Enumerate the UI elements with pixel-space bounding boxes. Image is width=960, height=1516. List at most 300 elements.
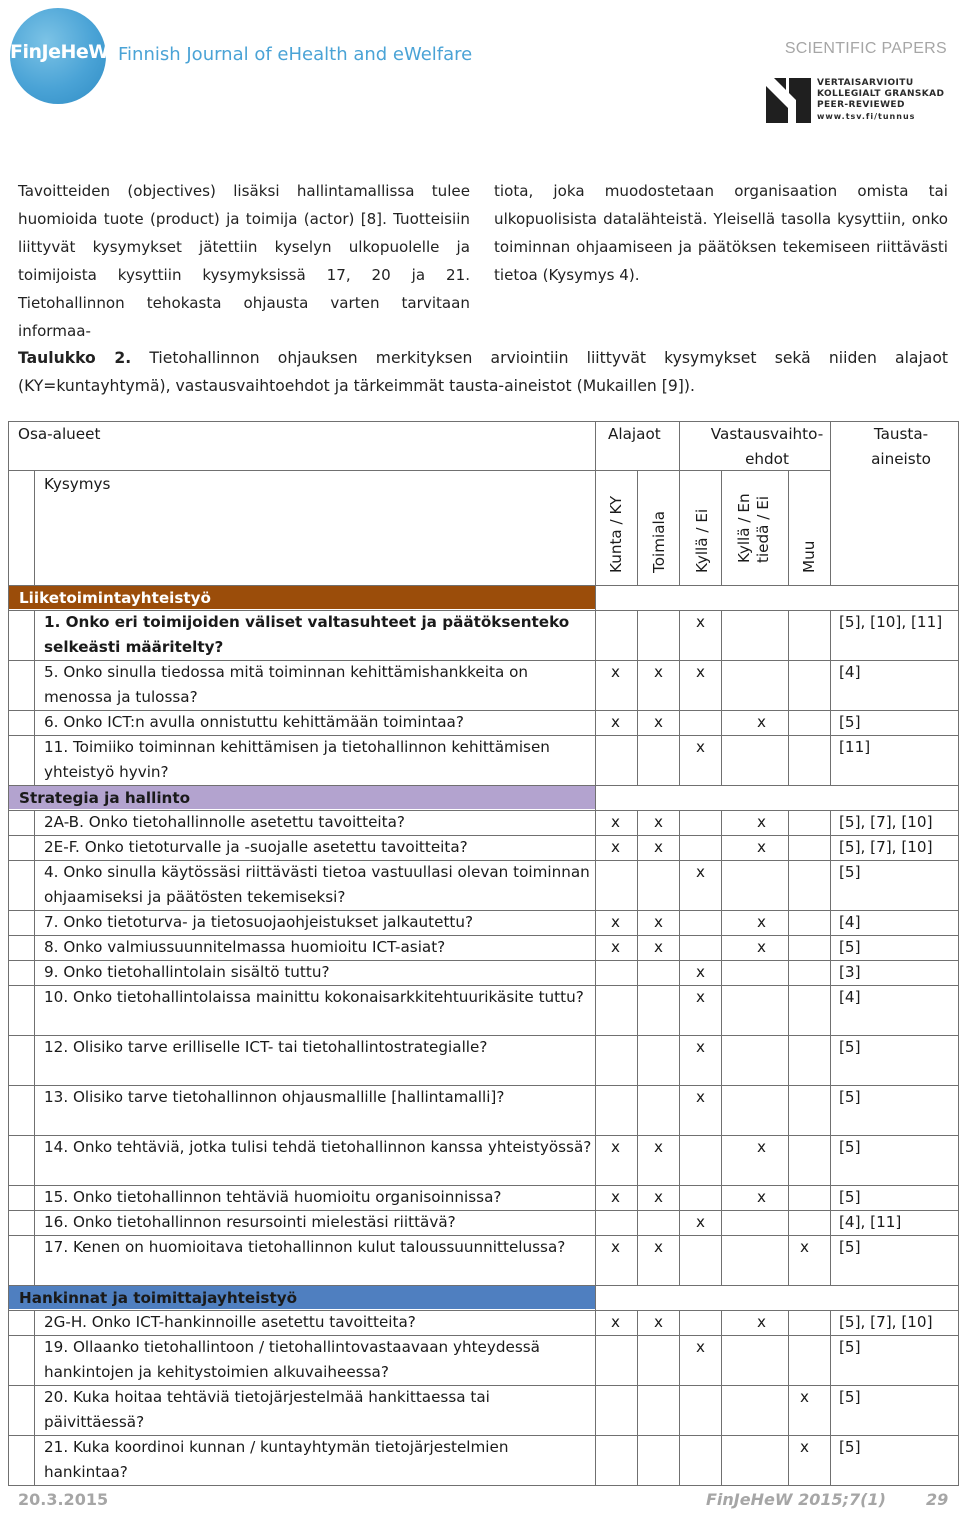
table-rule (721, 860, 722, 910)
reference-text: [5] (839, 1388, 861, 1406)
answer-mark: x (696, 963, 705, 981)
table-rule (34, 1085, 35, 1135)
caption-label: Taulukko 2. (18, 349, 132, 367)
peer-line-2: KOLLEGIALT GRANSKAD (817, 89, 945, 99)
question-text: 8. Onko valmiussuunnitelmassa huomioitu ICT-asiat? (44, 938, 446, 956)
reference-text: [11] (839, 738, 871, 756)
table-rule (788, 1435, 789, 1485)
table-rule (595, 421, 596, 585)
header-vastausvaihtoehdot: Vastausvaihto- ehdot (710, 425, 824, 468)
question-text: 2G-H. Onko ICT-hankinnoille asetettu tavoitteita? (44, 1313, 416, 1331)
table-rule (958, 810, 959, 835)
header-toimiala: Toimiala (650, 510, 668, 573)
reference-text: [5] (839, 713, 861, 731)
question-text: 16. Onko tietohallinnon resursointi mielestäsi riittävä? (44, 1213, 456, 1231)
table-rule (788, 960, 789, 985)
answer-mark: x (757, 913, 766, 931)
table-rule (679, 935, 680, 960)
table-rule (830, 1035, 831, 1085)
table-rule (595, 710, 596, 735)
table-rule (958, 1210, 959, 1235)
table-rule (679, 835, 680, 860)
header-muu: Muu (800, 540, 818, 573)
table-rule (34, 1435, 35, 1485)
table-rule (788, 860, 789, 910)
table-rule (8, 985, 9, 1035)
answer-mark: x (611, 1238, 620, 1256)
header-kylla-en-line: Kyllä / En (735, 493, 753, 563)
table-rule (788, 1085, 789, 1135)
table-rule (637, 910, 638, 935)
table-rule (8, 1485, 959, 1486)
reference-text: [5] (839, 1188, 861, 1206)
answer-mark: x (611, 938, 620, 956)
table-rule (679, 960, 680, 985)
table-rule (721, 910, 722, 935)
table-rule (595, 1285, 596, 1310)
table-rule (595, 735, 596, 785)
table-rule (8, 935, 9, 960)
table-rule (679, 1035, 680, 1085)
table-rule (8, 785, 958, 786)
header-kunta-ky: Kunta / KY (607, 495, 625, 573)
table-rule (721, 1085, 722, 1135)
answer-mark: x (757, 838, 766, 856)
table-rule (8, 1435, 9, 1485)
table-rule (595, 835, 596, 860)
answer-mark: x (654, 1238, 663, 1256)
table-rule (679, 1335, 680, 1385)
table-rule (637, 835, 638, 860)
table-rule (830, 1335, 831, 1385)
table-rule (721, 470, 722, 585)
question-text: 11. Toimiiko toiminnan kehittämisen ja tietohallinnon kehittämisen yhteistyö hyvin? (44, 738, 550, 781)
question-text: 17. Kenen on huomioitava tietohallinnon kulut taloussuunnittelussa? (44, 1238, 566, 1256)
reference-text: [5] (839, 1338, 861, 1356)
table-rule (595, 1335, 596, 1385)
reference-text: [4], [11] (839, 1213, 902, 1231)
table-rule (958, 735, 959, 785)
table-rule (788, 835, 789, 860)
table-rule (8, 1335, 9, 1385)
table-rule (595, 785, 596, 810)
table-rule (637, 470, 638, 585)
reference-text: [5] (839, 1138, 861, 1156)
table-rule (721, 960, 722, 985)
table-rule (8, 1385, 9, 1435)
table-rule (595, 935, 596, 960)
answer-mark: x (757, 1313, 766, 1331)
table-rule (958, 985, 959, 1035)
question-text: 7. Onko tietoturva- ja tietosuojaohjeistukset jalkautettu? (44, 913, 474, 931)
answer-mark: x (800, 1438, 809, 1456)
table-rule (958, 960, 959, 985)
table-rule (830, 985, 831, 1035)
table-rule (8, 1035, 9, 1085)
section-title: Liiketoimintayhteistyö (19, 589, 211, 607)
answer-mark: x (757, 938, 766, 956)
table-rule (8, 585, 958, 586)
table-rule (721, 735, 722, 785)
table-rule (830, 935, 831, 960)
table-rule (788, 1335, 789, 1385)
table-rule (721, 1210, 722, 1235)
logo-text: FinJeHeW (10, 41, 109, 63)
table-rule (958, 585, 959, 610)
table-rule (958, 1285, 959, 1310)
table-rule (788, 1310, 789, 1335)
reference-text: [5] (839, 1038, 861, 1056)
answer-mark: x (654, 813, 663, 831)
table-rule (721, 1135, 722, 1185)
table-rule (679, 1385, 680, 1435)
table-rule (595, 1385, 596, 1435)
table-rule (958, 1435, 959, 1485)
table-rule (637, 710, 638, 735)
answer-mark: x (611, 838, 620, 856)
table-rule (8, 1285, 958, 1286)
table-rule (595, 1035, 596, 1085)
answer-mark: x (696, 1213, 705, 1231)
table-rule (830, 710, 831, 735)
questions-table (8, 421, 958, 1481)
table-rule (34, 1135, 35, 1185)
table-rule (34, 1185, 35, 1210)
table-rule (595, 860, 596, 910)
table-rule (595, 1185, 596, 1210)
table-rule (8, 421, 958, 422)
table-rule (721, 1435, 722, 1485)
table-rule (595, 1085, 596, 1135)
answer-mark: x (654, 913, 663, 931)
header-osa-alueet: Osa-alueet (18, 425, 101, 443)
table-rule (788, 660, 789, 710)
answer-mark: x (654, 1313, 663, 1331)
journal-logo (10, 8, 109, 104)
table-rule (34, 1385, 35, 1435)
section-label: SCIENTIFIC PAPERS (784, 40, 947, 57)
footer-citation: FinJeHeW 2015;7(1) (706, 1490, 886, 1509)
table-rule (34, 935, 35, 960)
table-rule (679, 1210, 680, 1235)
table-rule (788, 735, 789, 785)
table-rule (8, 960, 9, 985)
table-rule (830, 1210, 831, 1235)
table-rule (679, 1135, 680, 1185)
answer-mark: x (611, 1313, 620, 1331)
section-title: Hankinnat ja toimittajayhteistyö (19, 1289, 298, 1307)
answer-mark: x (696, 1088, 705, 1106)
table-rule (679, 810, 680, 835)
header-tausta-aineisto: Tausta- aineisto (871, 425, 931, 468)
answer-mark: x (757, 1188, 766, 1206)
footer-page-number: 29 (926, 1490, 949, 1509)
table-rule (721, 660, 722, 710)
table-rule (595, 1135, 596, 1185)
table-rule (637, 1185, 638, 1210)
table-rule (637, 1385, 638, 1435)
question-text: 19. Ollaanko tietohallintoon / tietohallintovastaavaan yhteydessä hankintojen ja kehitystoimien alkuvaiheessa? (44, 1338, 540, 1381)
answer-mark: x (757, 1138, 766, 1156)
table-rule (958, 1135, 959, 1185)
table-rule (8, 1210, 9, 1235)
table-rule (958, 935, 959, 960)
question-text: 9. Onko tietohallintolain sisältö tuttu? (44, 963, 330, 981)
table-rule (788, 710, 789, 735)
question-text: 2A-B. Onko tietohallinnolle asetettu tavoitteita? (44, 813, 405, 831)
answer-mark: x (611, 813, 620, 831)
question-text: 14. Onko tehtäviä, jotka tulisi tehdä tietohallinnon kanssa yhteistyössä? (44, 1138, 592, 1156)
reference-text: [5], [7], [10] (839, 838, 933, 856)
table-rule (679, 1435, 680, 1485)
table-rule (958, 421, 959, 585)
table-rule (721, 1385, 722, 1435)
table-rule (958, 835, 959, 860)
table-rule (34, 735, 35, 785)
table-rule (34, 610, 35, 660)
table-rule (637, 810, 638, 835)
table-rule (8, 1085, 9, 1135)
header-kysymys: Kysymys (44, 475, 111, 493)
table-rule (34, 1310, 35, 1335)
question-text: 21. Kuka koordinoi kunnan / kuntayhtymän tietojärjestelmien hankintaa? (44, 1438, 509, 1481)
reference-text: [3] (839, 963, 861, 981)
table-rule (830, 421, 831, 585)
table-rule (637, 960, 638, 985)
table-rule (788, 935, 789, 960)
peer-line-3: PEER-REVIEWED (817, 100, 905, 110)
question-text: 1. Onko eri toimijoiden väliset valtasuhteet ja päätöksenteko selkeästi määritelty? (44, 613, 570, 656)
table-rule (679, 910, 680, 935)
table-rule (679, 660, 680, 710)
section-band-1 (9, 586, 595, 609)
table-rule (8, 610, 9, 660)
answer-mark: x (696, 988, 705, 1006)
table-rule (679, 610, 680, 660)
table-rule (788, 810, 789, 835)
table-rule (595, 810, 596, 835)
table-rule (637, 1435, 638, 1485)
table-rule (637, 660, 638, 710)
header-tieda-ei-line: tiedä / Ei (754, 495, 772, 563)
table-rule (721, 1035, 722, 1085)
table-rule (595, 985, 596, 1035)
table-rule (637, 985, 638, 1035)
table-rule (34, 835, 35, 860)
table-rule (8, 860, 9, 910)
table-rule (595, 1435, 596, 1485)
table-rule (721, 810, 722, 835)
question-text: 5. Onko sinulla tiedossa mitä toiminnan kehittämishankkeita on menossa ja tulossa? (44, 663, 528, 706)
header-alajaot: Alajaot (608, 425, 661, 443)
table-rule (679, 421, 680, 585)
answer-mark: x (757, 813, 766, 831)
table-rule (637, 1210, 638, 1235)
table-rule (637, 735, 638, 785)
answer-mark: x (654, 938, 663, 956)
answer-mark: x (696, 1038, 705, 1056)
table-rule (637, 1335, 638, 1385)
table-rule (34, 985, 35, 1035)
table-rule (8, 835, 9, 860)
table-rule (679, 860, 680, 910)
question-text: 10. Onko tietohallintolaissa mainittu kokonaisarkkitehtuurikäsite tuttu? (44, 988, 584, 1006)
table-rule (8, 710, 9, 735)
question-text: 15. Onko tietohallinnon tehtäviä huomioitu organisoinnissa? (44, 1188, 502, 1206)
table-rule (595, 1235, 596, 1285)
table-rule (958, 660, 959, 710)
table-rule (679, 1310, 680, 1335)
table-rule (595, 585, 596, 610)
answer-mark: x (654, 1138, 663, 1156)
table-rule (958, 1335, 959, 1385)
table-rule (958, 1385, 959, 1435)
reference-text: [5], [7], [10] (839, 813, 933, 831)
answer-mark: x (696, 613, 705, 631)
answer-mark: x (696, 663, 705, 681)
table-rule (830, 1185, 831, 1210)
table-rule (830, 835, 831, 860)
answer-mark: x (757, 713, 766, 731)
table-rule (8, 735, 9, 785)
table-rule (34, 810, 35, 835)
table-rule (958, 785, 959, 810)
table-rule (679, 1085, 680, 1135)
section-band-3 (9, 1286, 595, 1309)
reference-text: [5] (839, 863, 861, 881)
answer-mark: x (654, 713, 663, 731)
table-rule (958, 710, 959, 735)
table-rule (595, 610, 596, 660)
table-rule (595, 1310, 596, 1335)
table-rule (721, 1310, 722, 1335)
table-rule (788, 1035, 789, 1085)
table-rule (595, 1210, 596, 1235)
table-rule (637, 1235, 638, 1285)
table-rule (8, 470, 830, 471)
peer-line-url: www.tsv.fi/tunnus (817, 112, 916, 121)
table-rule (788, 1385, 789, 1435)
peer-review-badge (766, 78, 950, 124)
reference-text: [4] (839, 913, 861, 931)
answer-mark: x (611, 1188, 620, 1206)
table-rule (34, 1210, 35, 1235)
table-rule (34, 470, 35, 585)
section-band-2 (9, 786, 595, 809)
table-rule (679, 735, 680, 785)
table-rule (34, 1035, 35, 1085)
table-rule (788, 1185, 789, 1210)
header-kylla-en-tieda-ei (735, 493, 773, 563)
answer-mark: x (611, 663, 620, 681)
table-caption (18, 344, 948, 400)
table-rule (8, 421, 9, 585)
table-rule (830, 860, 831, 910)
question-text: 4. Onko sinulla käytössäsi riittävästi tietoa vastuullasi olevan toiminnan ohjaamiseksi ja päätösten tekemiseksi? (44, 863, 590, 906)
answer-mark: x (696, 1338, 705, 1356)
table-rule (830, 1135, 831, 1185)
table-rule (830, 660, 831, 710)
table-rule (958, 860, 959, 910)
table-rule (721, 1235, 722, 1285)
table-rule (34, 1235, 35, 1285)
table-rule (34, 1335, 35, 1385)
answer-mark: x (654, 838, 663, 856)
table-rule (8, 1310, 9, 1335)
table-rule (637, 610, 638, 660)
answer-mark: x (696, 738, 705, 756)
table-rule (8, 910, 9, 935)
reference-text: [5] (839, 1238, 861, 1256)
table-rule (830, 1235, 831, 1285)
answer-mark: x (611, 713, 620, 731)
table-rule (637, 1135, 638, 1185)
table-rule (788, 1235, 789, 1285)
answer-mark: x (696, 863, 705, 881)
header-kylla-ei: Kyllä / Ei (693, 508, 711, 573)
table-rule (788, 985, 789, 1035)
table-rule (8, 585, 9, 610)
reference-text: [5], [7], [10] (839, 1313, 933, 1331)
table-rule (830, 1085, 831, 1135)
table-rule (679, 1185, 680, 1210)
peer-review-text (817, 78, 944, 122)
table-rule (721, 710, 722, 735)
question-text: 13. Olisiko tarve tietohallinnon ohjausmallille [hallintamalli]? (44, 1088, 505, 1106)
table-rule (958, 1235, 959, 1285)
table-rule (8, 810, 9, 835)
answer-mark: x (611, 1138, 620, 1156)
table-rule (788, 1135, 789, 1185)
question-text: 6. Onko ICT:n avulla onnistuttu kehittämään toimintaa? (44, 713, 464, 731)
table-rule (958, 1310, 959, 1335)
journal-title: Finnish Journal of eHealth and eWelfare (118, 44, 473, 65)
table-rule (721, 835, 722, 860)
body-left-column: Tavoitteiden (objectives) lisäksi hallintamallissa tulee huomioida tuote (product) ja toimija (actor) [8]. Tuotteisiin liittyvät kysymykset jätettiin kyselyn ulkopuolelle ja toimijoista kysyttiin kysymyksissä 17, 20 ja 21. Tietohallinnon tehokasta ohjausta varten tarvitaan informaa- (18, 182, 470, 340)
table-rule (788, 470, 789, 585)
answer-mark: x (654, 1188, 663, 1206)
table-rule (8, 1285, 9, 1310)
peer-line-1: VERTAISARVIOITU (817, 78, 914, 88)
caption-text: Tietohallinnon ohjauksen merkityksen arviointiin liittyvät kysymykset sekä niiden alajaot (KY=kuntayhtymä), vastausvaihtoehdot ja tärkeimmät tausta-aineistot (Mukaillen [9]). (18, 349, 948, 395)
body-right-column: tiota, joka muodostetaan organisaation omista tai ulkopuolisista datalähteistä. Yleisellä tasolla kysyttiin, onko toiminnan ohjaamiseen ja päätöksen tekemiseen riittävästi tietoa (Kysymys 4). (494, 182, 948, 284)
footer-date: 20.3.2015 (18, 1490, 109, 1509)
table-rule (830, 1435, 831, 1485)
table-rule (958, 610, 959, 660)
table-rule (8, 785, 9, 810)
reference-text: [5] (839, 1438, 861, 1456)
table-rule (721, 985, 722, 1035)
table-rule (34, 910, 35, 935)
question-text: 20. Kuka hoitaa tehtäviä tietojärjestelmää hankittaessa tai päivittäessä? (44, 1388, 490, 1431)
answer-mark: x (800, 1388, 809, 1406)
table-rule (830, 735, 831, 785)
table-rule (679, 1235, 680, 1285)
reference-text: [5] (839, 1088, 861, 1106)
table-rule (788, 910, 789, 935)
table-rule (679, 710, 680, 735)
table-rule (637, 1310, 638, 1335)
table-rule (34, 860, 35, 910)
peer-review-icon (766, 78, 811, 123)
table-rule (637, 935, 638, 960)
section-title: Strategia ja hallinto (19, 789, 191, 807)
table-rule (830, 960, 831, 985)
table-rule (637, 860, 638, 910)
table-rule (830, 1310, 831, 1335)
table-rule (788, 1210, 789, 1235)
question-text: 12. Olisiko tarve erilliselle ICT- tai tietohallintostrategialle? (44, 1038, 488, 1056)
